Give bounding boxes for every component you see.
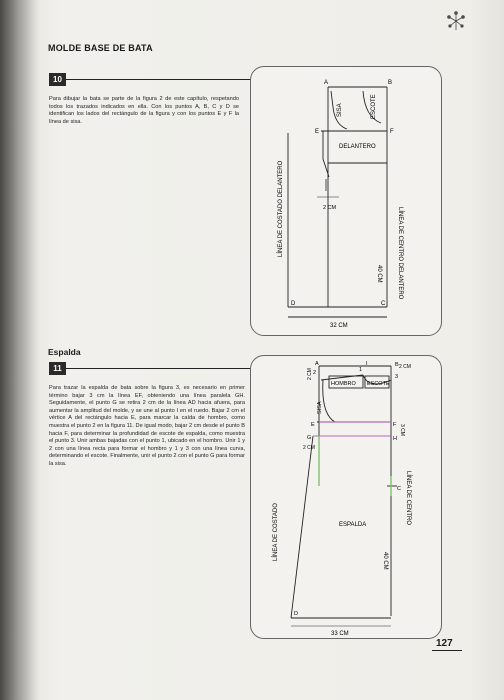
costado-label: LÍNEA DE COSTADO: [273, 503, 279, 561]
thirty-three-cm-label: 33 CM: [331, 631, 349, 637]
espalda-label: ESPALDA: [339, 522, 367, 528]
centro-delantero-label: LÍNEA DE CENTRO DELANTERO: [397, 207, 403, 300]
point-a-label: A: [324, 80, 329, 86]
point-b-label: B: [395, 362, 399, 368]
point-2-label: 2: [313, 370, 317, 376]
point-d-label: D: [291, 301, 296, 307]
point-1-label: 1: [359, 367, 363, 373]
point-h-label: H: [393, 436, 397, 442]
point-3-label: 3: [395, 374, 399, 380]
escote-label: ESCOTE: [371, 94, 377, 119]
section-title: MOLDE BASE DE BATA: [48, 43, 153, 53]
three-cm-label: 3 CM: [399, 424, 405, 436]
step10-text: Para dibujar la bata se parte de la figura 2 de este capítulo, respetando todos los trazados indicados en ella. Con los puntos A, B, C y D se identifican los lados del rectángulo de la figura y con los puntos E y F la línea de sisa.: [49, 96, 239, 125]
page-number: 127: [436, 638, 453, 649]
step-number-10: 10: [49, 73, 66, 86]
step11-text: Para trazar la espalda de bata sobre la figura 3, es necesario en primer término bajar 3 cm la línea EF, obteniendo una línea paralela GH. Seguidamente, el punto G se retira 2 cm de la línea AD hacia afuera, para aumentar la amplitud del molde, y se une al punto I en el ruedo. Bajar 2 cm el vértice A del rectángulo hacia E, para marcar la caída de hombro, como muestra el punto 2 en la figura 11. De igual modo, bajar 2 cm desde el punto B hacia F, para determinar la profundidad de escote de espalda, como muestra el punto 3. Unir ambas bajadas con el punto 1, ubicado en el hombro. Unir 1 y 2 con una línea recta para formar el hombro y 1 y 3 con una línea curva, determinando el escote. Finalmente, unir el punto 2 con el punto G para formar la sisa.: [49, 385, 245, 467]
two-cm-right-label: 2 CM: [399, 364, 411, 370]
diagram-11: [251, 356, 441, 638]
flower-ornament-icon: [445, 10, 467, 32]
step11-rule: [66, 368, 261, 369]
point-d-label: D: [294, 611, 298, 617]
point-c-label: C: [381, 301, 386, 307]
point-c-label: C: [397, 486, 401, 492]
two-cm-left-label: 2 CM: [303, 445, 315, 451]
point-i-label: I: [366, 361, 368, 367]
diagram-10-panel: [250, 66, 442, 336]
forty-cm-label: 40 CM: [376, 265, 382, 283]
thirty-two-cm-label: 32 CM: [330, 323, 348, 329]
point-g-label: G: [307, 435, 312, 441]
point-e-label: E: [311, 422, 315, 428]
point-f-label: F: [393, 422, 397, 428]
point-a-label: A: [315, 361, 319, 367]
two-cm-top-label: 2 CM: [307, 368, 313, 380]
forty-cm-label: 40 CM: [382, 552, 388, 570]
delantero-label: DELANTERO: [339, 144, 376, 150]
diagram-10: [251, 67, 441, 335]
step-number-11: 11: [49, 362, 66, 375]
footer-rule: [432, 650, 462, 651]
centro-label: LÍNEA DE CENTRO: [405, 471, 411, 526]
espalda-subtitle: Espalda: [48, 347, 81, 357]
escote-label: ESCOTE: [367, 381, 390, 387]
costado-delantero-label: LÍNEA DE COSTADO DELANTERO: [278, 160, 284, 257]
diagram-11-panel: [250, 355, 442, 639]
sisa-label: SISA: [317, 401, 323, 414]
hombro-label: HOMBRO: [331, 381, 356, 387]
point-b-label: B: [388, 80, 393, 86]
point-e-label: E: [315, 129, 320, 135]
step10-rule: [66, 79, 261, 80]
two-cm-label: 2 CM: [323, 205, 337, 211]
book-gutter-shadow: [0, 0, 40, 700]
sisa-label: SISA: [337, 103, 343, 117]
point-f-label: F: [390, 129, 394, 135]
